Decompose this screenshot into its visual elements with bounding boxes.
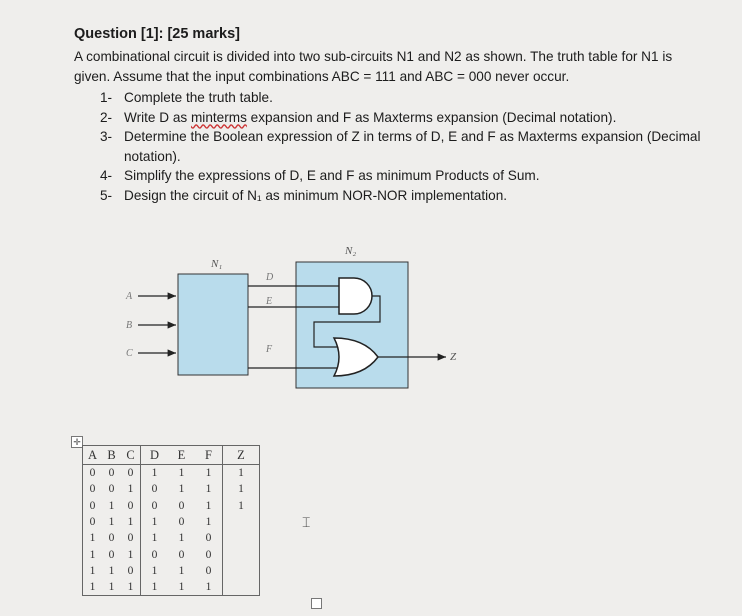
table-cell[interactable] (223, 563, 260, 579)
table-cell: 0 (121, 530, 141, 546)
output-d-label: D (266, 272, 274, 283)
table-cell: 1 (121, 546, 141, 562)
table-cell: 1 (195, 579, 223, 596)
item-number: 4- (100, 168, 113, 183)
table-cell: 1 (121, 579, 141, 596)
item-text: Determine the Boolean expression of Z in terms of D, E and F as Maxterms expansion (Decimal notation). (124, 129, 701, 164)
table-cell[interactable] (223, 530, 260, 546)
table-cell: 1 (108, 499, 115, 512)
table-cell: 1 (178, 483, 185, 496)
table-cell: 1 (83, 563, 103, 579)
table-cell[interactable]: 1 (223, 481, 260, 497)
table-cell: 1 (83, 579, 103, 596)
table-cell: 1 (168, 579, 195, 596)
item-number: 1- (100, 90, 113, 105)
table-cell: 0 (121, 498, 141, 514)
table-cell: 0 (151, 483, 158, 496)
table-cell: 0 (121, 465, 141, 482)
table-cell: 0 (83, 514, 103, 530)
output-z-label: Z (450, 351, 457, 363)
table-cell: 1 (121, 481, 141, 497)
question-title: Question [1]: [25 marks] (74, 26, 240, 42)
table-cell: 0 (83, 481, 103, 497)
header-cell: A (83, 446, 103, 465)
text-cursor-icon: ⌶ (302, 515, 311, 531)
item-number: 2- (100, 109, 113, 125)
question-intro: A combinational circuit is divided into two sub-circuits N1 and N2 as shown. The truth table for N1 is given. Assume that the input combinations ABC = 111 and ABC = 000 never occur. (74, 49, 673, 84)
table-cell: 1 (151, 467, 158, 480)
table-row (83, 514, 260, 530)
table-cell: 1 (108, 564, 115, 577)
table-cell: 0 (195, 563, 223, 579)
table-cell: 0 (178, 499, 185, 512)
table-cell: 0 (108, 467, 115, 480)
table-cell: 1 (108, 516, 115, 529)
input-c-label: C (126, 348, 133, 359)
table-cell: 0 (108, 483, 115, 496)
n1-block (178, 274, 248, 375)
table-cell: 1 (195, 498, 223, 514)
table-row (83, 530, 260, 546)
input-a-label: A (126, 291, 133, 302)
item-text: Simplify the expressions of D, E and F as minimum Products of Sum. (124, 168, 540, 183)
table-cell: 1 (178, 467, 185, 480)
header-cell: D (141, 446, 169, 465)
n1-label: N₁ (211, 258, 223, 270)
table-resize-handle-icon[interactable] (311, 598, 322, 609)
table-cell: 0 (195, 530, 223, 546)
item-text: Complete the truth table. (124, 90, 273, 105)
table-cell: 1 (151, 532, 158, 545)
table-row (83, 465, 260, 482)
item-text-post: expansion and F as Maxterms expansion (Decimal notation). (246, 109, 617, 125)
table-cell: 1 (102, 579, 121, 596)
table-cell: 1 (195, 481, 223, 497)
output-f-label: F (266, 344, 273, 355)
header-cell: B (102, 446, 121, 465)
header-cell: F (195, 446, 223, 465)
table-cell: 1 (178, 564, 185, 577)
table-cell: 1 (151, 564, 158, 577)
table-cell: 1 (195, 514, 223, 530)
item-text: Design the circuit of N₁ as minimum NOR-NOR implementation. (124, 187, 508, 203)
table-cell: 1 (195, 465, 223, 482)
table-cell: 0 (151, 548, 158, 561)
table-cell: 0 (151, 499, 158, 512)
table-row (83, 563, 260, 579)
output-e-label: E (266, 296, 273, 307)
table-cell: 1 (83, 546, 103, 562)
table-cell: 1 (83, 530, 103, 546)
input-b-label: B (126, 320, 133, 331)
table-cell: 1 (121, 514, 141, 530)
table-cell: 0 (108, 532, 115, 545)
table-cell: 1 (141, 579, 169, 596)
table-row (83, 481, 260, 497)
table-cell: 1 (151, 516, 158, 529)
table-cell[interactable] (223, 579, 260, 596)
item-text-pre: Write D as (124, 109, 191, 125)
table-cell: 0 (108, 548, 115, 561)
table-header-row (83, 446, 260, 465)
table-row (83, 579, 260, 596)
n2-label: N₂ (345, 245, 357, 257)
table-cell[interactable] (223, 546, 260, 562)
header-cell: C (121, 446, 141, 465)
and-gate (339, 278, 372, 314)
table-cell: 0 (83, 465, 103, 482)
table-cell: 0 (83, 498, 103, 514)
spellcheck-word: minterms (190, 109, 247, 125)
table-cell: 1 (178, 532, 185, 545)
truth-table (82, 445, 260, 596)
table-cell: 0 (121, 563, 141, 579)
table-cell: 0 (178, 548, 185, 561)
table-cell[interactable]: 1 (223, 465, 260, 482)
item-number: 5- (100, 187, 113, 203)
table-move-handle-icon[interactable]: ✛ (71, 436, 83, 448)
item-number: 3- (100, 129, 113, 144)
table-row (83, 546, 260, 562)
table-cell: 0 (178, 516, 185, 529)
table-cell[interactable]: 1 (223, 498, 260, 514)
table-row (83, 498, 260, 514)
header-cell: Z (223, 446, 260, 465)
table-cell[interactable] (223, 514, 260, 530)
table-cell: 0 (195, 546, 223, 562)
header-cell: E (168, 446, 195, 465)
